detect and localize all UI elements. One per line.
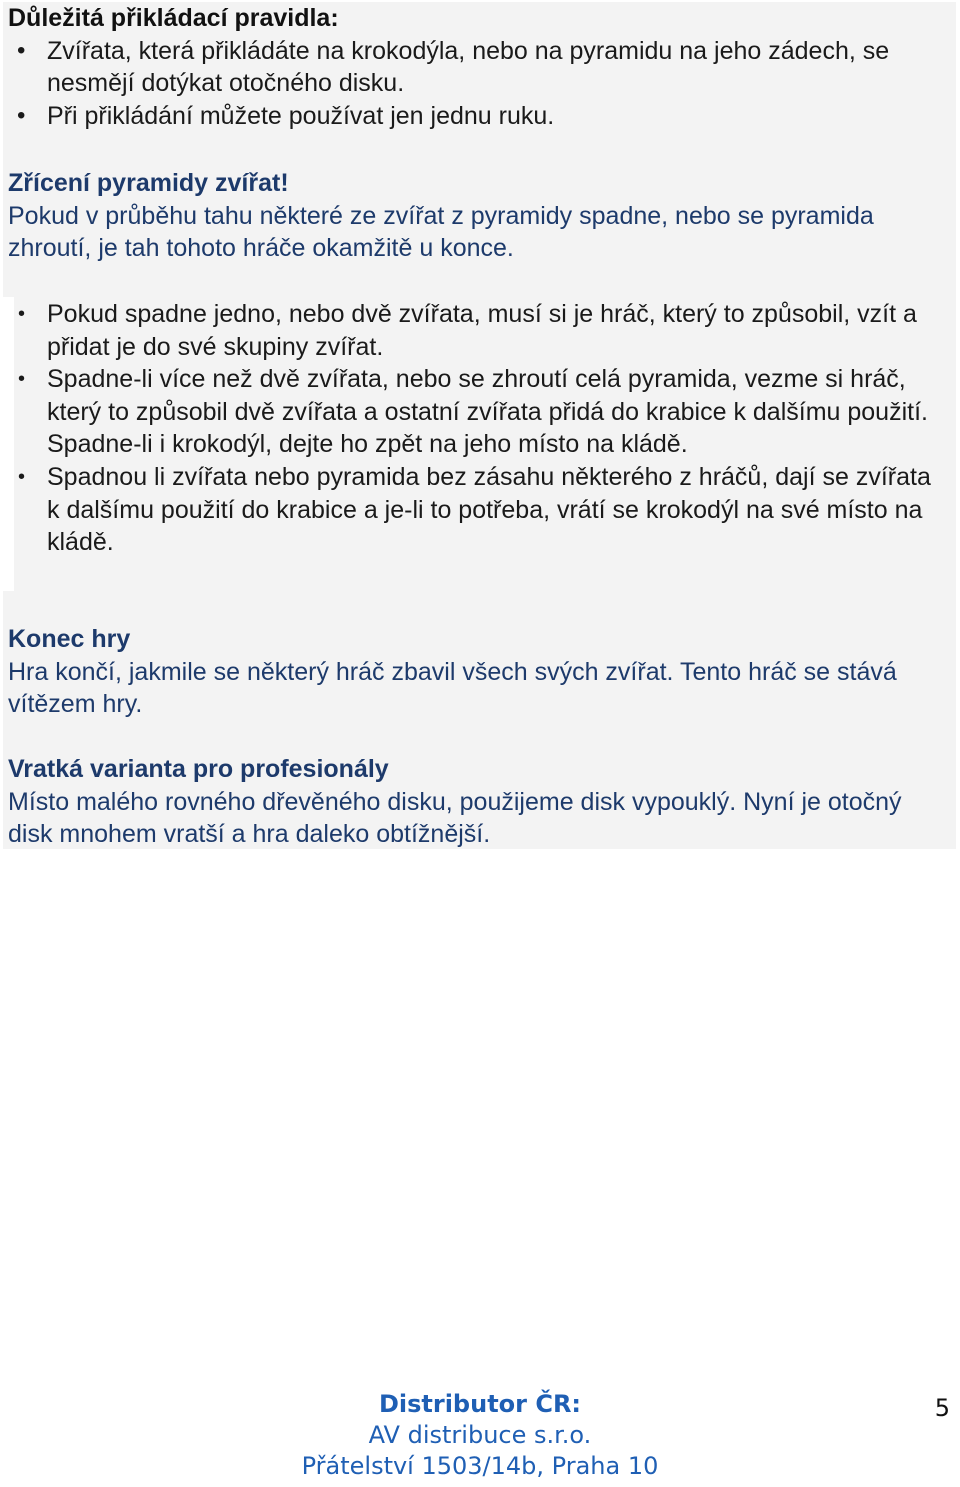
end-text: Hra končí, jakmile se některý hráč zbavil všech svých zvířat. Tento hráč se stává vítězem hry. <box>8 657 897 719</box>
bullet-icon: • <box>18 368 26 391</box>
bullet-icon: • <box>17 36 26 64</box>
collapse-heading: Zřícení pyramidy zvířat! <box>8 169 289 197</box>
list-item <box>8 363 948 461</box>
list-item-text: Zvířata, která přikládáte na krokodýla, nebo na pyramidu na jeho zádech, se nesmějí dotýkat otočného disku. <box>47 36 890 98</box>
variant-heading: Vratká varianta pro profesionály <box>8 755 389 783</box>
rules-list <box>8 35 948 133</box>
page-number: 5 <box>934 1394 950 1422</box>
collapse-list <box>8 298 948 559</box>
collapse-section <box>8 167 948 265</box>
list-item-text: Pokud spadne jedno, nebo dvě zvířata, musí si je hráč, který to způsobil, vzít a přidat je do své skupiny zvířat. <box>47 300 917 361</box>
rules-heading: Důležitá přikládací pravidla: <box>8 4 339 32</box>
distributor-label: Distributor ČR: <box>378 1390 582 1418</box>
collapse-text: Pokud v průběhu tahu některé ze zvířat z pyramidy spadne, nebo se pyramida zhroutí, je tah tohoto hráče okamžitě u konce. <box>8 201 874 263</box>
list-item <box>8 298 948 363</box>
footer <box>0 1388 960 1482</box>
end-section <box>8 623 948 721</box>
list-item-text: Spadne-li více než dvě zvířata, nebo se zhroutí celá pyramida, vezme si hráč, který to způsobil dvě zvířata a ostatní zvířata přidá do krabice k dalšímu použití. Spadne-li i krokodýl, dejte ho zpět na jeho místo na kládě. <box>47 365 928 459</box>
end-heading: Konec hry <box>8 625 131 653</box>
list-item <box>8 35 948 100</box>
bullet-icon: • <box>17 101 26 129</box>
bullet-icon: • <box>18 303 26 325</box>
document-body <box>3 2 956 849</box>
distributor-address: Přátelství 1503/14b, Praha 10 <box>301 1452 659 1480</box>
list-item-text: Spadnou li zvířata nebo pyramida bez zásahu některého z hráčů, dají se zvířata k dalšímu použití do krabice a je-li to potřeba, vrátí se krokodýl na své místo na kládě. <box>47 462 931 557</box>
bullet-icon: • <box>18 465 26 488</box>
list-item <box>8 100 948 133</box>
list-item <box>8 461 948 559</box>
variant-section <box>8 753 948 851</box>
variant-text: Místo malého rovného dřevěného disku, použijeme disk vypouklý. Nyní je otočný disk mnohem vratší a hra daleko obtížnější. <box>8 787 902 849</box>
collapse-rules <box>8 298 948 559</box>
list-item-text: Při přikládání můžete používat jen jednu ruku. <box>47 101 555 130</box>
distributor-company: AV distribuce s.r.o. <box>368 1421 592 1449</box>
rules-section <box>8 2 948 132</box>
